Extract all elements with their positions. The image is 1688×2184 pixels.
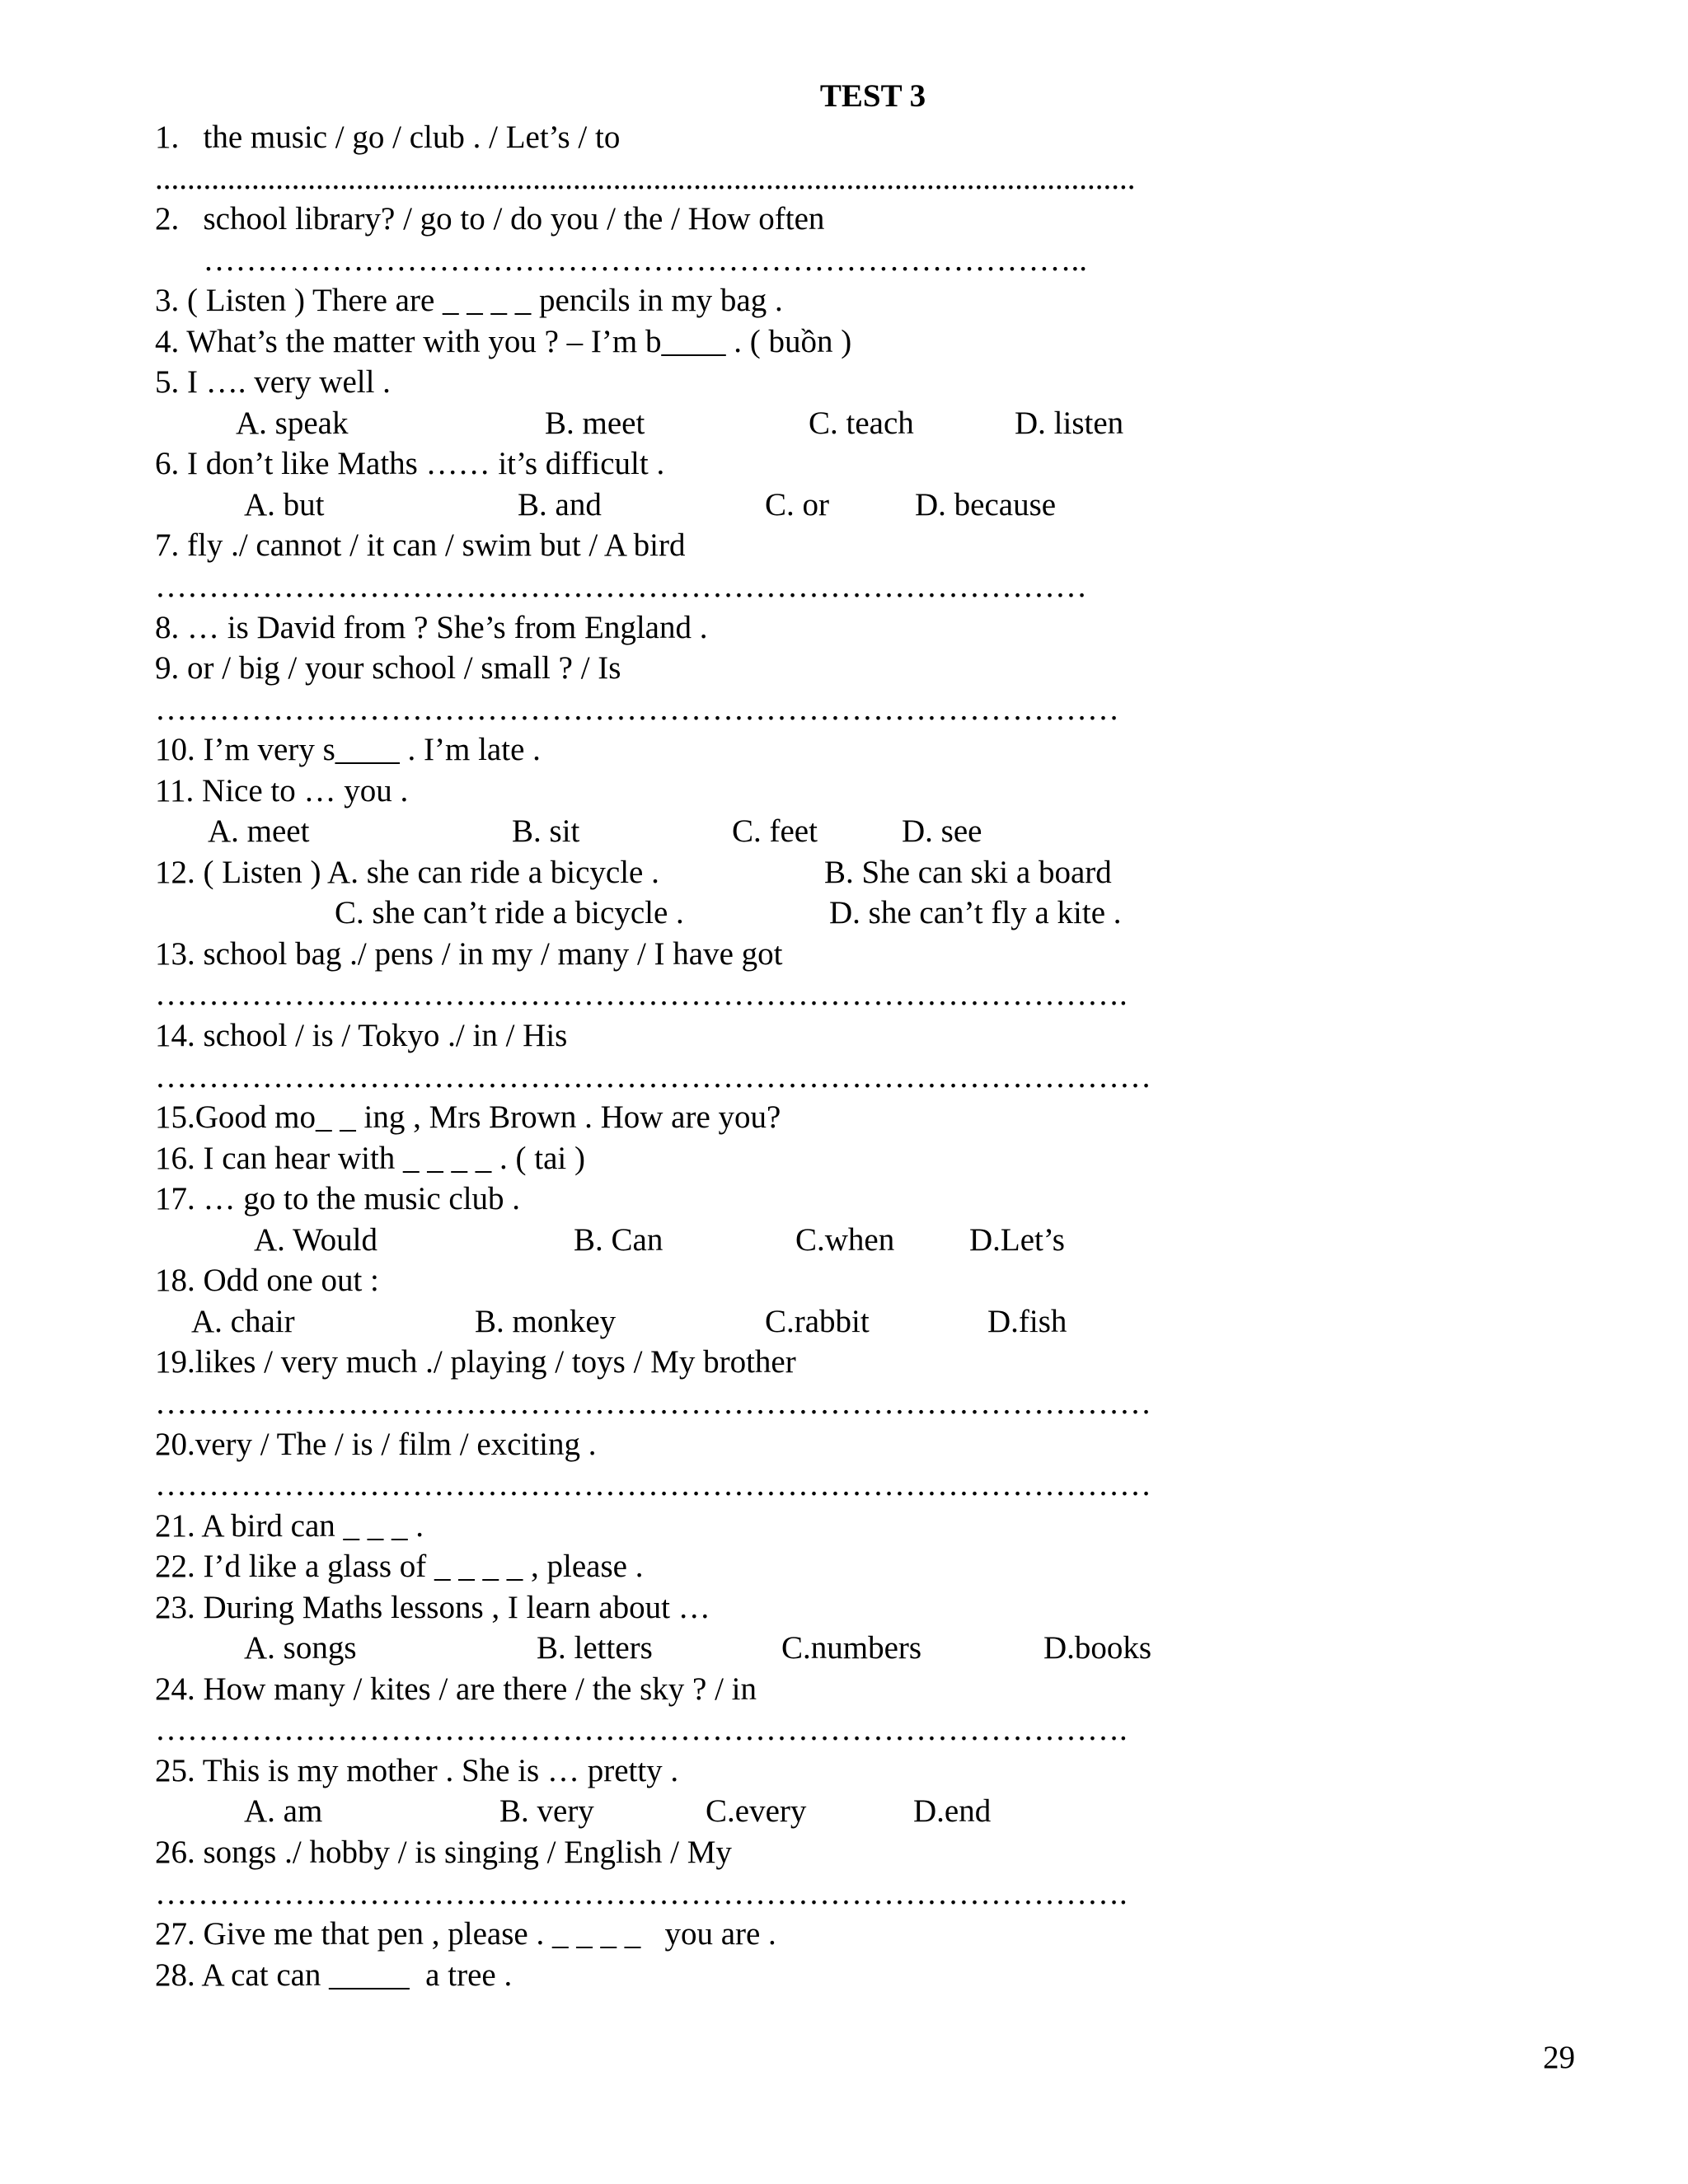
question-13: 13. school bag ./ pens / in my / many / I have got bbox=[155, 935, 783, 972]
answer-line-2: ……………………………………………………………………….. bbox=[155, 241, 1087, 278]
question-12-option-c: C. she can’t ride a bicycle . bbox=[335, 895, 684, 931]
option-c: C.every bbox=[706, 1793, 807, 1830]
question-11: 11. Nice to … you . bbox=[155, 772, 409, 808]
answer-line-1: .......................................................................................................................... bbox=[155, 160, 1136, 196]
question-1: 1. the music / go / club . / Let’s / to bbox=[155, 120, 621, 155]
option-a: A. am bbox=[244, 1793, 323, 1830]
option-b: B. and bbox=[518, 486, 602, 523]
question-24: 24. How many / kites / are there / the sky ? / in bbox=[155, 1671, 757, 1707]
question-6-options bbox=[155, 485, 1622, 526]
option-c: C.rabbit bbox=[765, 1303, 870, 1339]
question-4: 4. What’s the matter with you ? – I’m b____ . ( buồn ) bbox=[155, 323, 852, 359]
question-27: 27. Give me that pen , please . _ _ _ _ you are . bbox=[155, 1916, 776, 1952]
question-11-options bbox=[155, 811, 1622, 852]
question-10: 10. I’m very s____ . I’m late . bbox=[155, 732, 541, 768]
option-d: D.books bbox=[1043, 1630, 1152, 1666]
answer-line-7: …………………………………………………………………………… bbox=[155, 569, 1087, 605]
option-d: D. see bbox=[902, 813, 982, 850]
option-a: A. chair bbox=[191, 1303, 295, 1339]
question-18-options bbox=[155, 1301, 1622, 1343]
question-12-option-d: D. she can’t fly a kite . bbox=[829, 895, 1122, 931]
question-14: 14. school / is / Tokyo ./ in / His bbox=[155, 1018, 568, 1054]
question-26: 26. songs ./ hobby / is singing / English / My bbox=[155, 1834, 732, 1870]
question-list bbox=[155, 117, 1622, 1995]
question-17-options bbox=[155, 1220, 1622, 1261]
question-3: 3. ( Listen ) There are _ _ _ _ pencils in my bag . bbox=[155, 283, 783, 319]
answer-line-24: ………………………………………………………………………………. bbox=[155, 1712, 1128, 1748]
question-15: 15.Good mo_ _ ing , Mrs Brown . How are you? bbox=[155, 1099, 781, 1136]
question-21: 21. A bird can _ _ _ . bbox=[155, 1507, 424, 1544]
option-c: C. or bbox=[765, 486, 829, 523]
answer-line-19: ………………………………………………………………………………… bbox=[155, 1385, 1151, 1421]
option-d: D. listen bbox=[1015, 405, 1124, 441]
question-28: 28. A cat can _____ a tree . bbox=[155, 1957, 513, 1993]
option-c: C. teach bbox=[809, 405, 914, 441]
question-23: 23. During Maths lessons , I learn about … bbox=[155, 1589, 710, 1625]
option-c: C. feet bbox=[732, 813, 818, 850]
option-d: D.end bbox=[913, 1793, 992, 1830]
question-2: 2. school library? / go to / do you / the / How often bbox=[155, 201, 825, 237]
option-a: A. songs bbox=[244, 1630, 357, 1666]
page-title: TEST 3 bbox=[819, 78, 926, 114]
question-23-options bbox=[155, 1628, 1622, 1669]
answer-line-9: ……………………………………………………………………………… bbox=[155, 691, 1119, 727]
question-25: 25. This is my mother . She is … pretty . bbox=[155, 1752, 679, 1788]
option-d: D. because bbox=[915, 486, 1057, 523]
question-20: 20.very / The / is / film / exciting . bbox=[155, 1426, 597, 1462]
question-12 bbox=[155, 852, 1622, 893]
question-12-option-a: 12. ( Listen ) A. she can ride a bicycle . bbox=[155, 854, 659, 890]
question-22: 22. I’d like a glass of _ _ _ _ , please . bbox=[155, 1549, 644, 1585]
question-16: 16. I can hear with _ _ _ _ . ( tai ) bbox=[155, 1140, 586, 1176]
question-7: 7. fly ./ cannot / it can / swim but / A bird bbox=[155, 527, 686, 564]
question-5-options bbox=[155, 403, 1622, 444]
option-d: D.Let’s bbox=[969, 1221, 1065, 1258]
question-8: 8. … is David from ? She’s from England . bbox=[155, 609, 708, 645]
question-17: 17. … go to the music club . bbox=[155, 1181, 521, 1217]
answer-line-14: ………………………………………………………………………………… bbox=[155, 1058, 1151, 1094]
question-25-options bbox=[155, 1791, 1622, 1832]
option-d: D.fish bbox=[987, 1303, 1067, 1339]
answer-line-13: ………………………………………………………………………………. bbox=[155, 977, 1128, 1013]
option-b: B. very bbox=[499, 1793, 594, 1830]
option-a: A. Would bbox=[254, 1221, 377, 1258]
question-12-option-b: B. She can ski a board bbox=[824, 854, 1112, 890]
question-5: 5. I …. very well . bbox=[155, 364, 391, 401]
answer-line-26: ………………………………………………………………………………. bbox=[155, 1875, 1128, 1911]
question-19: 19.likes / very much ./ playing / toys / My brother bbox=[155, 1344, 796, 1380]
option-b: B. Can bbox=[574, 1221, 663, 1258]
option-c: C.when bbox=[795, 1221, 895, 1258]
question-9: 9. or / big / your school / small ? / Is bbox=[155, 650, 621, 687]
question-18: 18. Odd one out : bbox=[155, 1263, 379, 1299]
option-b: B. monkey bbox=[475, 1303, 617, 1339]
option-a: A. speak bbox=[236, 405, 349, 441]
option-b: B. letters bbox=[537, 1630, 653, 1666]
question-12-options bbox=[155, 893, 1622, 934]
option-b: B. sit bbox=[512, 813, 580, 850]
option-c: C.numbers bbox=[781, 1630, 922, 1666]
answer-line-20: ………………………………………………………………………………… bbox=[155, 1467, 1151, 1503]
option-a: A. but bbox=[244, 486, 325, 523]
option-a: A. meet bbox=[208, 813, 310, 850]
question-6: 6. I don’t like Maths …… it’s difficult . bbox=[155, 446, 665, 482]
page-number: 29 bbox=[1543, 2040, 1575, 2075]
option-b: B. meet bbox=[545, 405, 645, 441]
